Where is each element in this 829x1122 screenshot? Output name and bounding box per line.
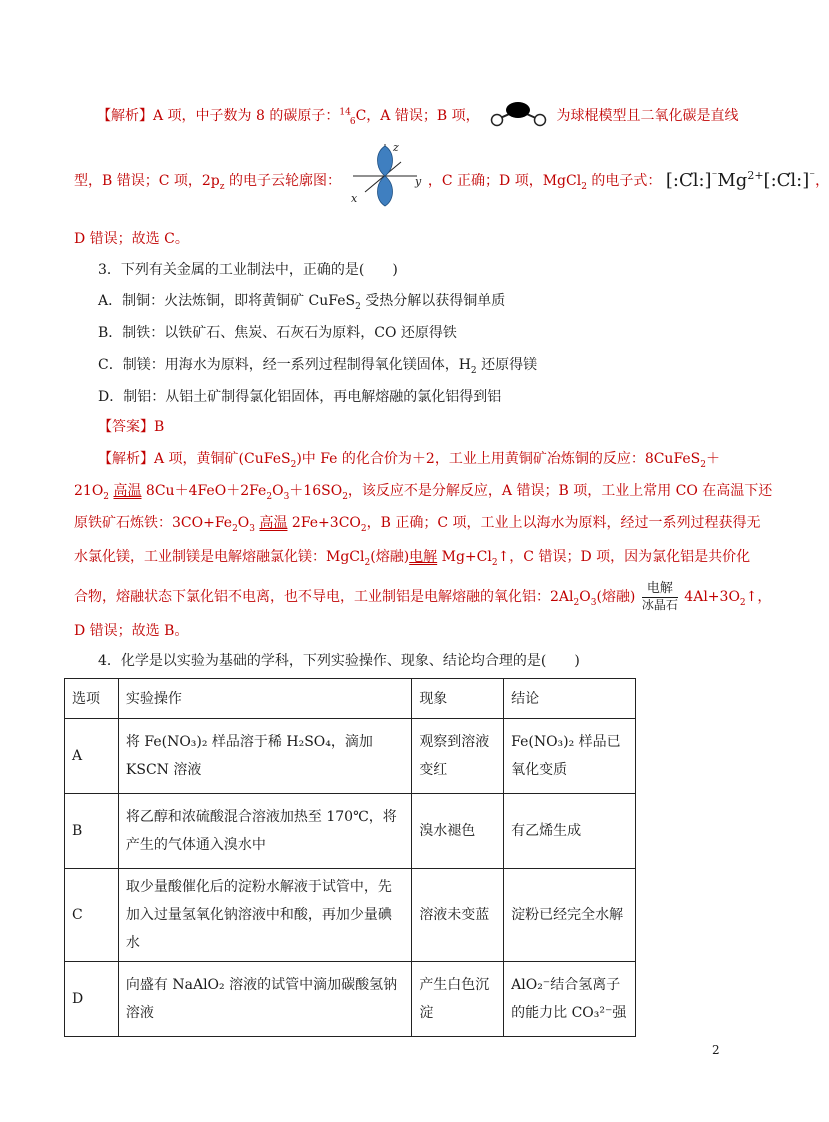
q2-analysis-line-2: 型，B 错误；C 项，$2p_z$ 的电子云轮廓图： z y x ，C 正确；D 项，MgCl$_2$ 的电子式： $[:C͘l:]^{^-}Mg^{2+}[:C͘l:]^{^-}$， (74, 141, 829, 205)
row-operation: 将乙醇和浓硫酸混合溶液加热至 170℃，将产生的气体通入溴水中 (118, 794, 411, 869)
q4-stem: 4．化学是以实验为基础的学科，下列实验操作、现象、结论均合理的是( ) (98, 653, 580, 669)
q3-option-b: B．制铁：以铁矿石、焦炭、石灰石为原料，CO 还原得铁 (98, 325, 457, 341)
q3-stem: 3．下列有关金属的工业制法中，正确的是( ) (98, 262, 398, 278)
axis-z-label: z (393, 141, 400, 154)
q2-analysis-line-3: D 错误；故选 C。 (74, 231, 189, 247)
row-operation: 取少量酸催化后的淀粉水解液于试管中，先加入过量氢氧化钠溶液中和酸，再加少量碘水 (118, 869, 411, 962)
row-option: C (65, 869, 119, 962)
q3-option-c: C．制镁：用海水为原料，经一系列过程制得氧化镁固体，$H_2$ 还原得镁 (98, 357, 538, 376)
row-phenomenon: 产生白色沉淀 (412, 962, 504, 1037)
q3-analysis-line-1: 【解析】A 项，黄铜矿(CuFeS$_2$)中 Fe 的化合价为＋2，工业上用黄铜矿冶炼铜的反应：8CuFeS$_2$＋ (98, 451, 721, 470)
row-phenomenon: 溶液未变蓝 (412, 869, 504, 962)
p-orbital-diagram (345, 141, 423, 205)
row-operation: 将 Fe(NO₃)₂ 样品溶于稀 H₂SO₄，滴加 KSCN 溶液 (118, 719, 411, 794)
q3-analysis-line-6: D 错误；故选 B。 (74, 623, 189, 639)
q3-answer: 【答案】B (98, 419, 165, 435)
row-phenomenon: 观察到溶液变红 (412, 719, 504, 794)
axis-y-label: y (415, 175, 422, 188)
table-header-row (65, 679, 636, 719)
table-row (65, 794, 636, 869)
header-conclusion: 结论 (504, 679, 636, 719)
axis-x-label: x (351, 192, 358, 205)
q3-option-d: D．制铝：从铝土矿制得氯化铝固体，再电解熔融的氯化铝得到铝 (98, 389, 502, 405)
row-conclusion: Fe(NO₃)₂ 样品已氧化变质 (504, 719, 636, 794)
mgcl2-electron-formula: $[:C͘l:]^{^-}Mg^{2+}[:C͘l:]^{^-}$ (665, 169, 816, 191)
q3-analysis-line-5: 合物，熔融状态下氯化铝不电离，也不导电，工业制铝是电解熔融的氧化铝：$2Al_2O_3$(熔融) 电解 冰晶石 $4Al+3O_2↑$， (74, 581, 772, 612)
row-conclusion: 有乙烯生成 (504, 794, 636, 869)
q3-option-a: A．制铜：火法炼铜，即将黄铜矿 CuFeS$_2$ 受热分解以获得铜单质 (98, 293, 506, 312)
condition-high-temp-2: 高温 (259, 515, 288, 531)
q3-analysis-line-3: 原铁矿石炼铁：$3CO+Fe_2O_3$ 高温 $2Fe+3CO_2$，B 正确；C 项，工业上以海水为原料，经过一系列过程获得无 (74, 515, 761, 534)
header-phenomenon: 现象 (412, 679, 504, 719)
table-row (65, 962, 636, 1037)
row-operation: 向盛有 NaAlO₂ 溶液的试管中滴加碳酸氢钠溶液 (118, 962, 411, 1037)
row-conclusion: 淀粉已经完全水解 (504, 869, 636, 962)
header-option: 选项 (65, 679, 119, 719)
table-row (65, 869, 636, 962)
condition-electrolysis: 电解 (409, 549, 438, 565)
q4-table (64, 678, 636, 1037)
table-row (65, 719, 636, 794)
header-operation: 实验操作 (118, 679, 411, 719)
q2-analysis-line-1: 【解析】A 项，中子数为 8 的碳原子：$^{14}_6$C，A 错误；B 项， 为球棍模型且二氧化碳是直线 (97, 105, 739, 127)
row-option: D (65, 962, 119, 1037)
ball-stick-model-image (484, 105, 552, 127)
q3-analysis-line-2: $21O_2$ 高温 $8Cu+4FeO+2Fe_2O_3+16SO_2$，该反应不是分解反应，A 错误；B 项，工业上常用 CO 在高温下还 (74, 483, 773, 502)
row-phenomenon: 溴水褪色 (412, 794, 504, 869)
condition-electrolysis-cryolite: 电解 冰晶石 (641, 581, 678, 612)
row-option: B (65, 794, 119, 869)
row-option: A (65, 719, 119, 794)
page-number: 2 (712, 1043, 720, 1057)
row-conclusion: AlO₂⁻结合氢离子的能力比 CO₃²⁻强 (504, 962, 636, 1037)
q3-analysis-line-4: 水氯化镁，工业制镁是电解熔融氯化镁：MgCl$_2$(熔融)电解 $Mg+Cl_2↑$，C 错误；D 项，因为氯化铝是共价化 (74, 549, 751, 568)
condition-high-temp: 高温 (113, 483, 142, 499)
